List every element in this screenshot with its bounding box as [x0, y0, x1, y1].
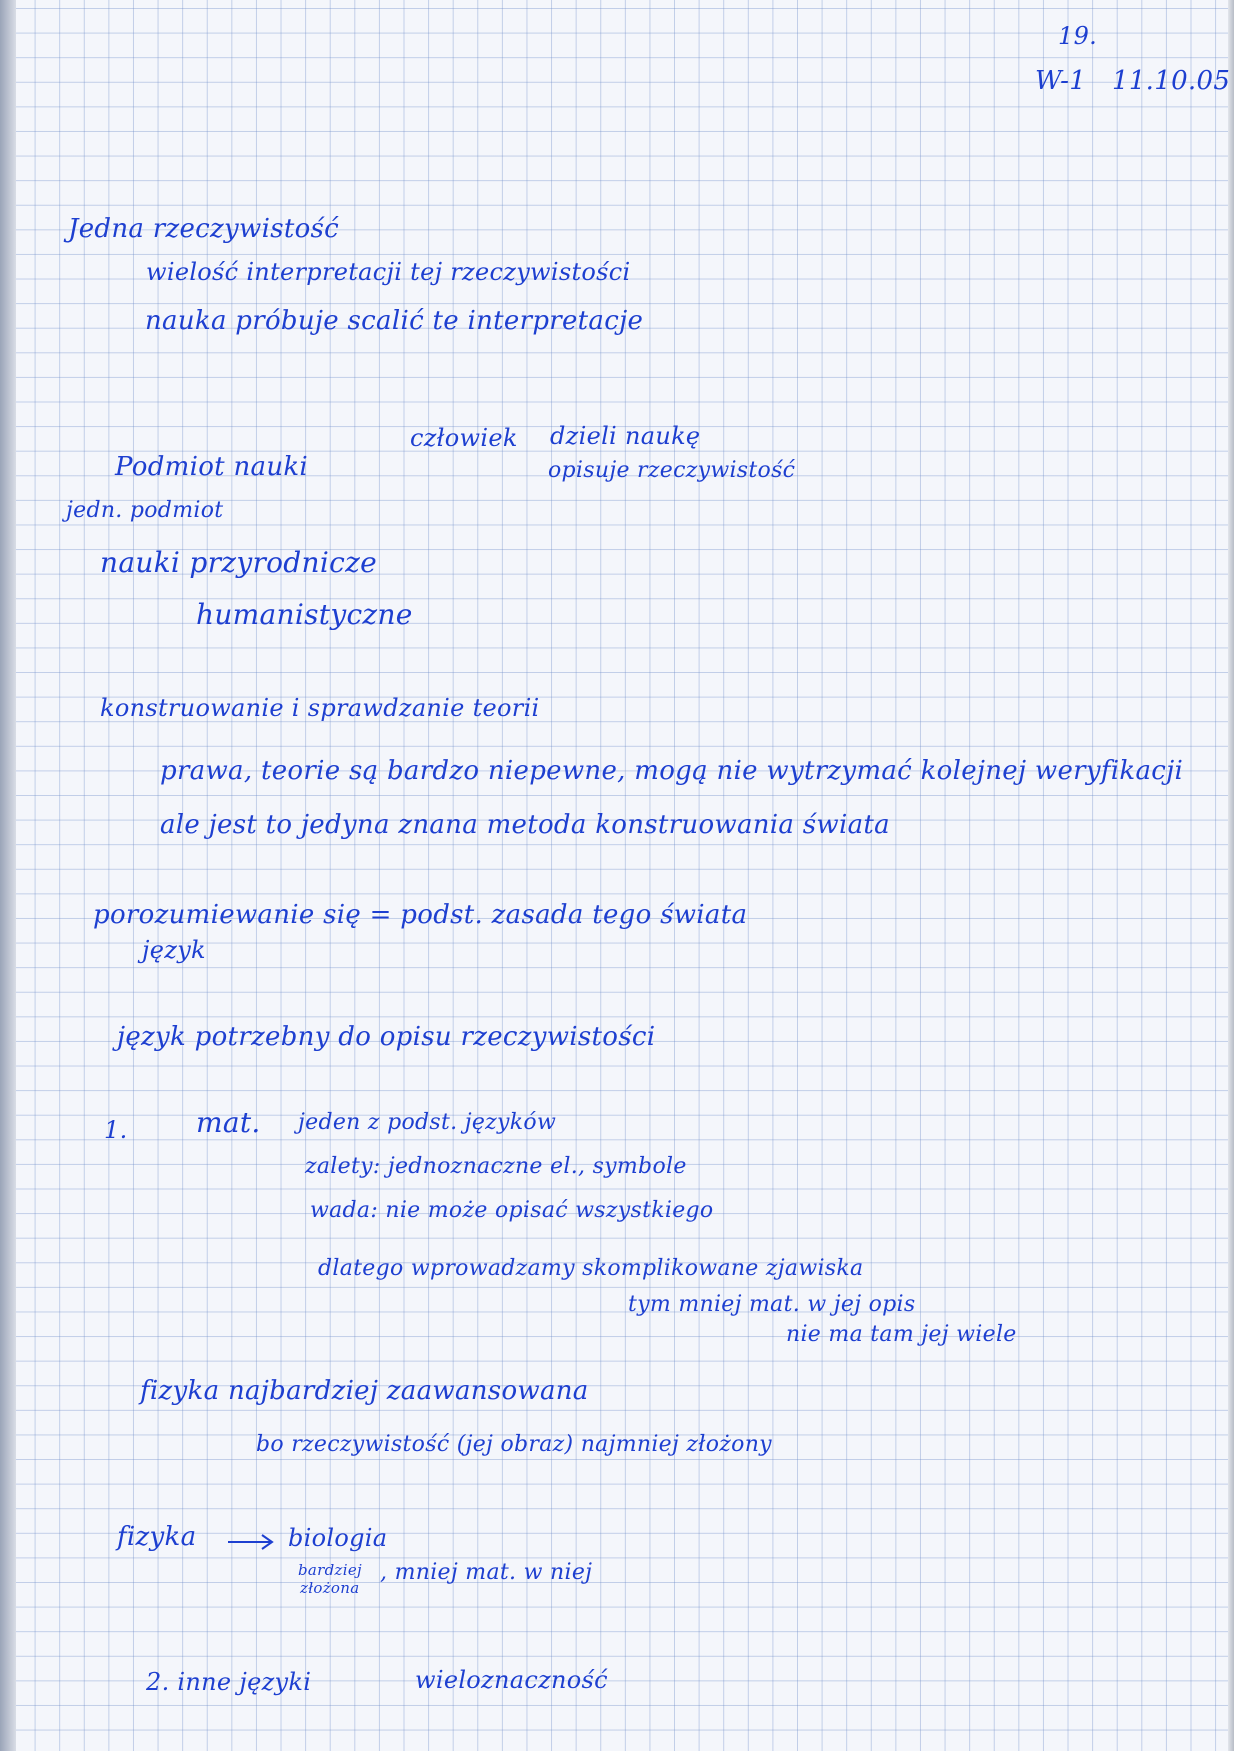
- arrow-right-icon: [226, 1532, 278, 1552]
- note-line: bo rzeczywistość (jej obraz) najmniej złożony: [256, 1432, 772, 1457]
- note-line: , mniej mat. w niej: [380, 1560, 593, 1585]
- note-line: tym mniej mat. w jej opis: [628, 1292, 916, 1317]
- note-line: wada: nie może opisać wszystkiego: [310, 1198, 714, 1223]
- note-line: fizyka: [117, 1522, 197, 1552]
- note-line: porozumiewanie się = podst. zasada tego świata: [93, 900, 748, 930]
- note-line: prawa, teorie są bardzo niepewne, mogą nie wytrzymać kolejnej weryfikacji: [160, 756, 1184, 786]
- notebook-binding: [0, 0, 16, 1751]
- note-line: 1.: [104, 1116, 128, 1144]
- note-line: biologia: [288, 1524, 388, 1552]
- note-line: człowiek: [410, 424, 518, 452]
- note-line: wielość interpretacji tej rzeczywistości: [146, 258, 631, 286]
- page-edge: [1228, 0, 1234, 1751]
- page-number: 19.: [1058, 22, 1098, 50]
- note-line: dzieli naukę: [550, 422, 701, 450]
- note-line: nauki przyrodnicze: [100, 546, 378, 579]
- note-line: złożona: [300, 1579, 360, 1597]
- note-line: zalety: jednoznaczne el., symbole: [305, 1154, 687, 1179]
- note-line: ale jest to jedyna znana metoda konstruowania świata: [160, 810, 890, 840]
- note-line: dlatego wprowadzamy skomplikowane zjawiska: [318, 1256, 864, 1281]
- note-line: humanistyczne: [196, 598, 413, 631]
- note-line: nauka próbuje scalić te interpretacje: [145, 306, 644, 336]
- note-line: Jedna rzeczywistość: [68, 214, 340, 244]
- note-line: konstruowanie i sprawdzanie teorii: [100, 694, 540, 722]
- note-line: język potrzebny do opisu rzeczywistości: [117, 1022, 656, 1052]
- lecture-date: 11.10.05: [1112, 66, 1231, 96]
- note-line: fizyka najbardziej zaawansowana: [140, 1376, 589, 1406]
- note-line: mat.: [196, 1106, 261, 1139]
- note-line: jeden z podst. języków: [298, 1110, 557, 1135]
- note-line: 2. inne języki: [146, 1668, 312, 1696]
- note-line: Podmiot nauki: [115, 452, 309, 482]
- note-line: opisuje rzeczywistość: [548, 458, 796, 483]
- lecture-label: W-1: [1035, 66, 1087, 96]
- note-line: bardziej: [298, 1561, 362, 1579]
- note-line: nie ma tam jej wiele: [786, 1322, 1017, 1347]
- note-line: jedn. podmiot: [66, 498, 224, 523]
- note-line: wieloznaczność: [415, 1666, 608, 1694]
- note-line: język: [142, 936, 206, 964]
